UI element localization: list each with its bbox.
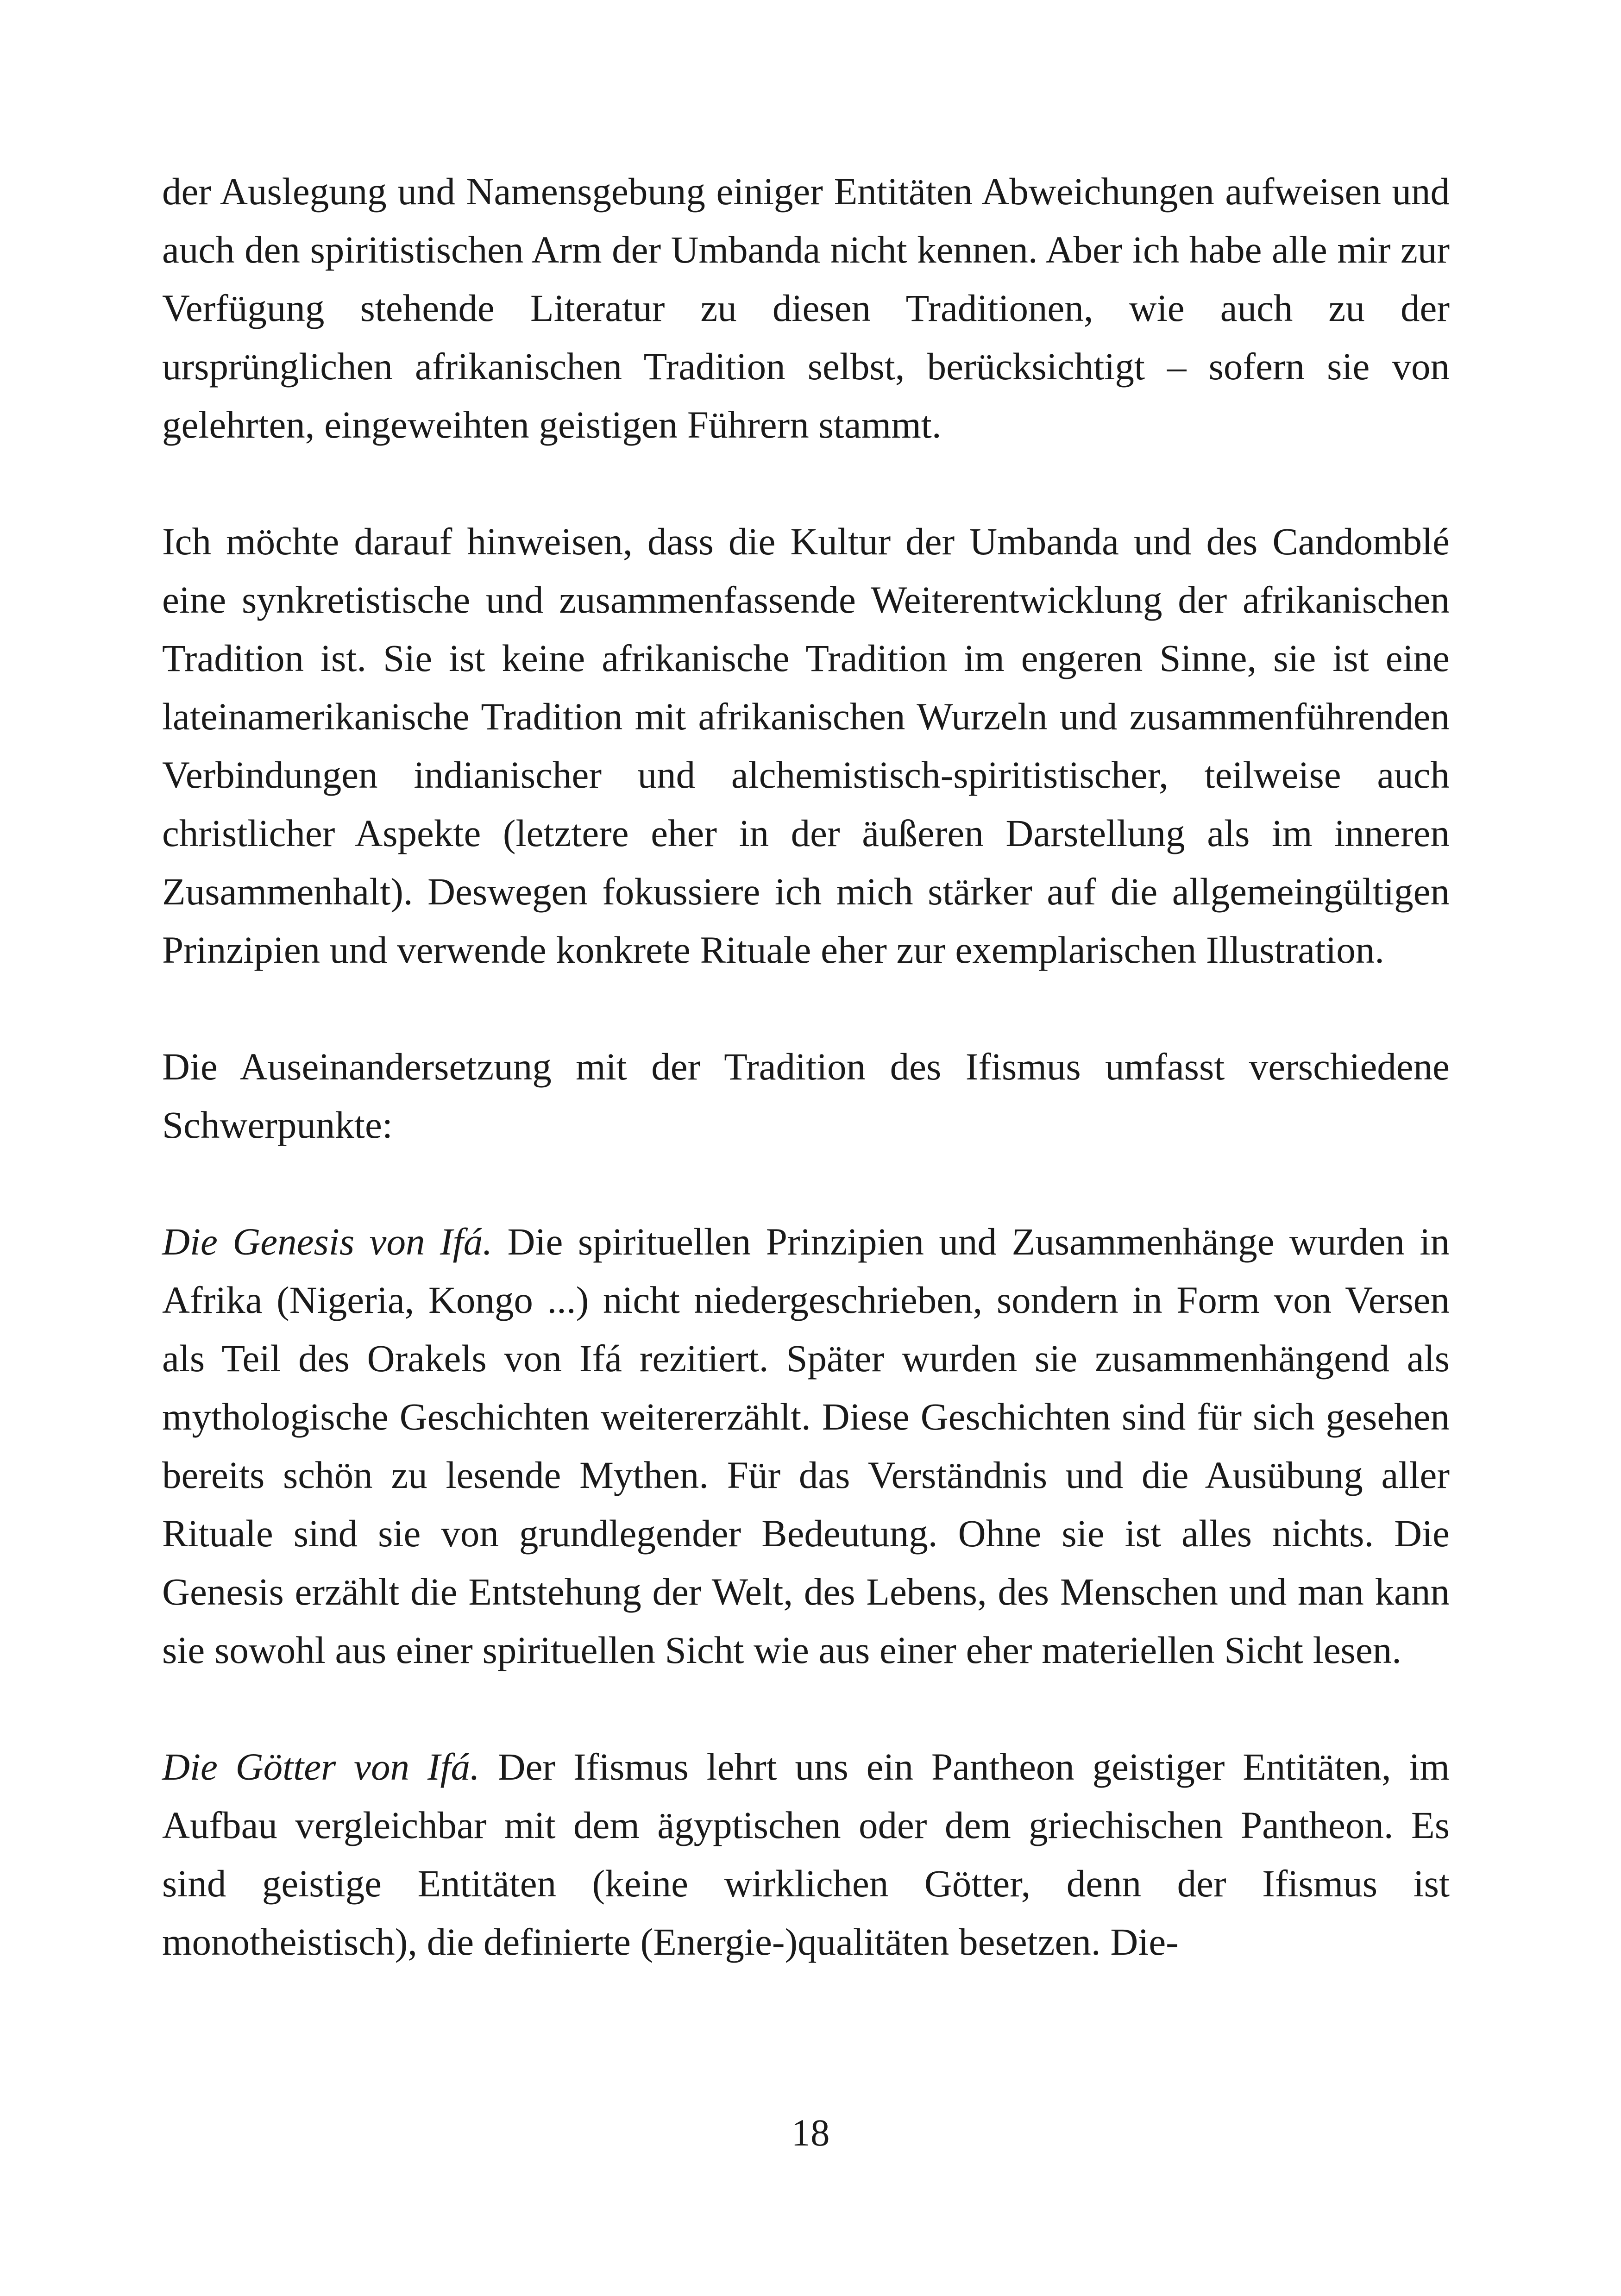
paragraph-3-text: Die Auseinandersetzung mit der Tradition des Ifismus umfasst verschiedene Schwerpunkte: [162, 1045, 1450, 1146]
paragraph-1 [162, 162, 1450, 454]
paragraph-5-lead: Die Götter von Ifá. [162, 1745, 480, 1788]
paragraph-2-text: Ich möchte darauf hinweisen, dass die Kultur der Umbanda und des Candomblé eine synkretistische und zusammenfassende Weiterentwicklung der afrikanischen Tradition ist. Sie ist keine afrikanische Tradition im engeren Sinne, sie ist eine lateinamerikanische Tradition mit afrikanischen Wurzeln und zusammenführenden Verbindungen indianischer und alchemistisch-spiritistischer, teilweise auch christlicher Aspekte (letztere eher in der äußeren Darstellung als im inneren Zusammenhalt). Deswegen fokussiere ich mich stärker auf die allgemeingültigen Prinzipien und verwende konkrete Rituale eher zur exemplarischen Illustration. [162, 520, 1450, 971]
paragraph-5-text: Der Ifismus lehrt uns ein Pantheon geistiger Entitäten, im Aufbau vergleichbar mit dem ägyptischen oder dem griechischen Pantheon. Es sind geistige Entitäten (keine wirklichen Götter, denn der Ifismus ist monotheistisch), die definierte (Energie-)qualitäten besetzen. Die- [162, 1745, 1450, 1963]
paragraph-5 [162, 1738, 1450, 1971]
paragraph-2 [162, 512, 1450, 979]
paragraph-4-text: Die spirituellen Prinzipien und Zusammenhänge wurden in Afrika (Nigeria, Kongo ...) nicht niedergeschrieben, sondern in Form von Versen als Teil des Orakels von Ifá rezitiert. Später wurden sie zusammenhängend als mythologische Geschichten weitererzählt. Diese Geschichten sind für sich gesehen bereits schön zu lesende Mythen. Für das Verständnis und die Ausübung aller Rituale sind sie von grundlegender Bedeutung. Ohne sie ist alles nichts. Die Genesis erzählt die Entstehung der Welt, des Lebens, des Menschen und man kann sie sowohl aus einer spirituellen Sicht wie aus einer eher materiellen Sicht lesen. [162, 1220, 1450, 1671]
paragraph-3 [162, 1037, 1450, 1154]
page-number: 18 [791, 2111, 830, 2154]
paragraph-4-lead: Die Genesis von Ifá. [162, 1220, 492, 1263]
body-text [162, 162, 1450, 2029]
paragraph-1-text: der Auslegung und Namensgebung einiger Entitäten Abweichungen aufweisen und auch den spiritistischen Arm der Umbanda nicht kennen. Aber ich habe alle mir zur Verfügung stehende Literatur zu diesen Traditionen, wie auch zu der ursprünglichen afrikanischen Tradition selbst, berücksichtigt – sofern sie von gelehrten, eingeweihten geistigen Führern stammt. [162, 170, 1450, 446]
paragraph-4 [162, 1212, 1450, 1679]
